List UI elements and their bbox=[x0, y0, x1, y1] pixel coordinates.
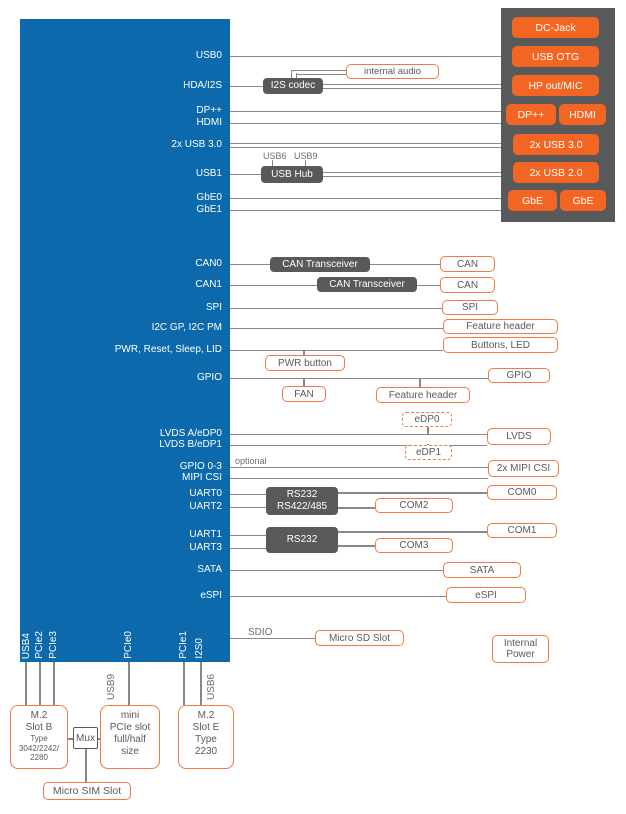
mipi-csi-connector: 2x MIPI CSI bbox=[488, 460, 559, 477]
usb6-side-label: USB6 bbox=[206, 673, 217, 700]
port-usb1: USB1 bbox=[195, 168, 222, 179]
connector-line-usb4-down bbox=[25, 662, 27, 705]
connector-line-can0-a bbox=[230, 264, 270, 266]
gbe-port-0: GbE bbox=[508, 190, 557, 211]
usb3-ports: 2x USB 3.0 bbox=[513, 134, 599, 155]
usb9-hub-label: USB9 bbox=[294, 151, 318, 161]
m2-slot-b-line3: Type bbox=[30, 734, 48, 743]
connector-line-gbe0 bbox=[230, 198, 501, 200]
connector-line-gpio03 bbox=[230, 467, 488, 469]
sata-connector: SATA bbox=[443, 562, 521, 578]
espi-connector: eSPI bbox=[446, 587, 526, 603]
connector-line-pcie2-down bbox=[39, 662, 41, 705]
spi-connector: SPI bbox=[442, 300, 498, 315]
m2-slot-b-line5: 2280 bbox=[30, 753, 48, 762]
port-gbe1: GbE1 bbox=[196, 204, 222, 215]
com1-connector: COM1 bbox=[487, 523, 557, 538]
connector-line-com2 bbox=[338, 507, 375, 509]
port-uart1: UART1 bbox=[189, 529, 222, 540]
connector-line-uart0 bbox=[230, 494, 266, 496]
port-sata: SATA bbox=[197, 564, 222, 575]
connector-line-pcie1-down bbox=[183, 662, 185, 705]
connector-line-pcie3-down bbox=[53, 662, 55, 705]
port-pcie0: PCIe0 bbox=[123, 631, 134, 659]
connector-line-can0-b bbox=[370, 264, 440, 266]
connector-line-lvds-a bbox=[230, 434, 487, 436]
connector-line-hdmi bbox=[230, 123, 501, 125]
connector-line-audio-h1 bbox=[291, 70, 346, 71]
connector-line-gpio bbox=[230, 378, 488, 380]
usb-hub-chip: USB Hub bbox=[261, 166, 323, 183]
m2-slot-b-line2: Slot B bbox=[25, 722, 53, 733]
connector-line-usb1 bbox=[230, 174, 262, 176]
m2-slot-b bbox=[10, 705, 68, 769]
m2-slot-e-line3: Type bbox=[195, 734, 217, 745]
port-dp: DP++ bbox=[196, 105, 222, 116]
port-pwr: PWR, Reset, Sleep, LID bbox=[114, 344, 222, 355]
mini-pcie-slot bbox=[100, 705, 160, 769]
feature-header-b-connector: Feature header bbox=[376, 387, 470, 403]
fan-connector: FAN bbox=[282, 386, 326, 402]
gpio-connector: GPIO bbox=[488, 368, 550, 383]
mini-pcie-line1: mini bbox=[120, 710, 140, 721]
can-transceiver-0-chip: CAN Transceiver bbox=[270, 257, 370, 272]
rs232-rs422-line1: RS232 bbox=[286, 489, 318, 500]
edp0-connector: eDP0 bbox=[402, 412, 452, 427]
m2-slot-e-line2: Slot E bbox=[192, 722, 220, 733]
connector-line-pwr bbox=[230, 350, 443, 352]
port-spi: SPI bbox=[205, 302, 222, 313]
optional-label: optional bbox=[235, 456, 267, 466]
connector-line-mipi bbox=[230, 478, 488, 480]
connector-line-gbe1 bbox=[230, 210, 501, 212]
usb6-hub-label: USB6 bbox=[263, 151, 287, 161]
hdmi-port: HDMI bbox=[559, 104, 606, 125]
buttons-led-connector: Buttons, LED bbox=[443, 337, 558, 353]
connector-line-audio-v1 bbox=[291, 70, 292, 78]
com0-connector: COM0 bbox=[487, 485, 557, 500]
mini-pcie-line4: size bbox=[121, 746, 139, 757]
port-usb4: USB4 bbox=[21, 632, 32, 659]
connector-line-uart2 bbox=[230, 507, 266, 509]
rs232-chip: RS232 bbox=[266, 527, 338, 553]
dp-port: DP++ bbox=[506, 104, 556, 125]
lvds-connector: LVDS bbox=[487, 428, 551, 445]
port-lvds-a: LVDS A/eDP0 bbox=[159, 428, 222, 439]
micro-sim-connector: Micro SIM Slot bbox=[43, 782, 131, 800]
port-gbe0: GbE0 bbox=[196, 192, 222, 203]
connector-line-com1 bbox=[338, 531, 487, 533]
port-gpio03: GPIO 0-3 bbox=[179, 461, 222, 472]
port-hdmi: HDMI bbox=[196, 117, 222, 128]
connector-line-pcie0-down bbox=[128, 662, 130, 705]
internal-power-connector bbox=[492, 635, 549, 663]
connector-line-hda bbox=[230, 86, 263, 88]
connector-line-uart3 bbox=[230, 548, 266, 550]
port-i2c: I2C GP, I2C PM bbox=[151, 322, 222, 333]
connector-line-usb3-1 bbox=[230, 143, 501, 144]
edp1-connector: eDP1 bbox=[405, 445, 452, 460]
micro-sd-connector: Micro SD Slot bbox=[315, 630, 404, 646]
port-gpio: GPIO bbox=[196, 372, 222, 383]
io-panel bbox=[501, 8, 615, 222]
connector-line-usb0 bbox=[230, 56, 501, 58]
com3-connector: COM3 bbox=[375, 538, 453, 553]
port-pcie3: PCIe3 bbox=[48, 631, 59, 659]
m2-slot-e bbox=[178, 705, 234, 769]
can1-connector: CAN bbox=[440, 277, 495, 293]
port-mipi-csi: MIPI CSI bbox=[181, 472, 222, 483]
connector-line-hub-out-1 bbox=[323, 172, 501, 173]
internal-power-line1: Internal bbox=[503, 638, 538, 649]
connector-line-espi bbox=[230, 596, 446, 598]
sdio-label: SDIO bbox=[248, 627, 273, 638]
m2-slot-b-line1: M.2 bbox=[30, 710, 48, 721]
port-usb0: USB0 bbox=[195, 50, 222, 61]
connector-line-sata bbox=[230, 570, 443, 572]
port-uart2: UART2 bbox=[189, 501, 222, 512]
usb9-side-label: USB9 bbox=[106, 673, 117, 700]
soc-block bbox=[20, 19, 230, 662]
internal-power-line2: Power bbox=[506, 649, 535, 660]
i2s-codec-chip: I2S codec bbox=[263, 78, 323, 94]
can-transceiver-1-chip: CAN Transceiver bbox=[317, 277, 417, 292]
port-uart0: UART0 bbox=[189, 488, 222, 499]
port-can0: CAN0 bbox=[195, 258, 222, 269]
connector-line-i2c bbox=[230, 328, 443, 330]
connector-line-dp bbox=[230, 111, 501, 113]
connector-line-com0 bbox=[338, 492, 487, 494]
connector-line-can1-b bbox=[417, 285, 440, 287]
connector-line-i2s0-down bbox=[200, 662, 202, 705]
port-espi: eSPI bbox=[200, 590, 222, 601]
gbe-port-1: GbE bbox=[560, 190, 606, 211]
connector-line-audio-h2 bbox=[296, 74, 346, 75]
port-i2s0: I2S0 bbox=[194, 638, 205, 659]
port-hda-i2s: HDA/I2S bbox=[183, 80, 222, 91]
m2-slot-b-line4: 3042/2242/ bbox=[18, 743, 60, 753]
mini-pcie-line2: PCIe slot bbox=[109, 722, 151, 733]
mini-pcie-line3: full/half bbox=[114, 734, 146, 745]
port-lvds-b: LVDS B/eDP1 bbox=[159, 439, 222, 450]
connector-line-edp0-stem bbox=[427, 427, 429, 434]
usb2-ports: 2x USB 2.0 bbox=[513, 162, 599, 183]
port-pcie2: PCIe2 bbox=[34, 631, 45, 659]
port-pcie1: PCIe1 bbox=[178, 631, 189, 659]
hp-out-mic-port: HP out/MIC bbox=[512, 75, 599, 96]
com2-connector: COM2 bbox=[375, 498, 453, 513]
m2-slot-e-line1: M.2 bbox=[197, 710, 215, 721]
connector-line-can1-a bbox=[230, 285, 317, 287]
dc-jack-port: DC-Jack bbox=[512, 17, 599, 38]
mux-box: Mux bbox=[73, 727, 98, 749]
feature-header-a-connector: Feature header bbox=[443, 319, 558, 334]
internal-audio-connector: internal audio bbox=[346, 64, 439, 79]
connector-line-sdio bbox=[230, 638, 315, 640]
rs232-rs422-line2: RS422/485 bbox=[276, 501, 328, 512]
connector-line-mux-down bbox=[85, 749, 87, 782]
port-can1: CAN1 bbox=[195, 279, 222, 290]
connector-line-com3 bbox=[338, 545, 375, 547]
connector-line-hub-out-2 bbox=[323, 176, 501, 177]
pwr-button-connector: PWR button bbox=[265, 355, 345, 371]
connector-line-uart1 bbox=[230, 535, 266, 537]
connector-line-codec-out-1 bbox=[323, 84, 501, 85]
connector-line-usb3-2 bbox=[230, 147, 501, 148]
connector-line-codec-out-2 bbox=[323, 88, 501, 89]
port-uart3: UART3 bbox=[189, 542, 222, 553]
usb-otg-port: USB OTG bbox=[512, 46, 599, 67]
connector-line-spi bbox=[230, 308, 442, 310]
m2-slot-e-line4: 2230 bbox=[194, 746, 218, 757]
rs232-rs422-chip bbox=[266, 487, 338, 515]
port-usb3: 2x USB 3.0 bbox=[171, 139, 222, 150]
can0-connector: CAN bbox=[440, 256, 495, 272]
